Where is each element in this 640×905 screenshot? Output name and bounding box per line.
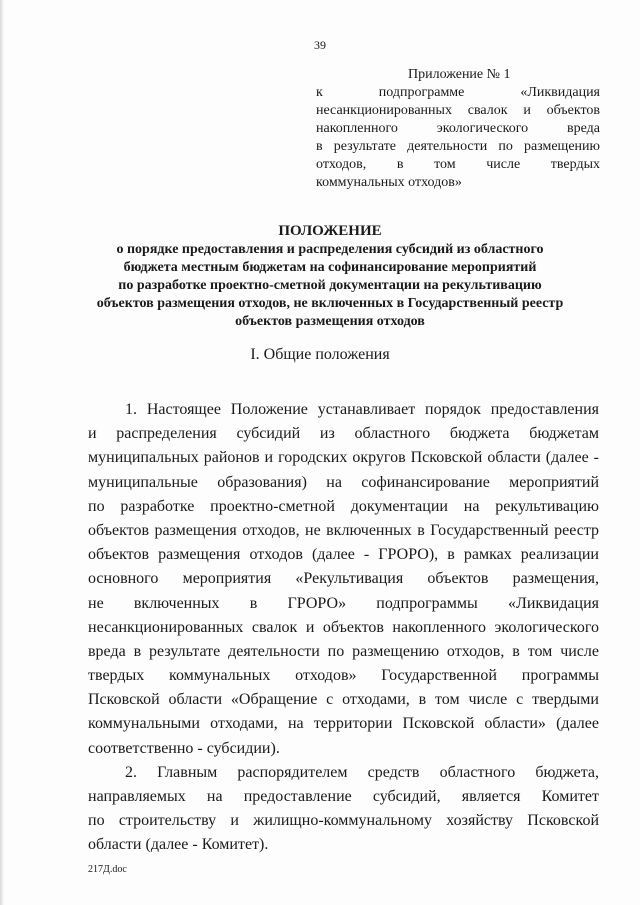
text-line: несанкционированных свалок и объектов накопленного экологического bbox=[88, 618, 599, 636]
document-title: ПОЛОЖЕНИЕ bbox=[278, 223, 382, 239]
text-line: области (далее - Комитет). bbox=[88, 836, 269, 854]
text-line: направляемых на предоставление субсидий, является Комитет bbox=[88, 788, 599, 805]
appendix-line: несанкционированных свалок и объектов bbox=[316, 103, 600, 118]
text-line: по строительству и жилищно-коммунальному хозяйству Псковской bbox=[88, 812, 599, 830]
text-line: 1. Настоящее Положение устанавливает порядок предоставления bbox=[125, 401, 599, 418]
text-line: Псковской области «Обращение с отходами, в том числе с твердыми bbox=[88, 691, 599, 709]
appendix-line: отходов, в том числе твердых bbox=[316, 157, 600, 172]
file-name-footer: 217Д.doc bbox=[88, 864, 127, 875]
scan-edge bbox=[0, 0, 4, 905]
text-line: 2. Главным распорядителем средств областного бюджета, bbox=[125, 763, 599, 781]
page-number: 39 bbox=[314, 38, 326, 52]
text-line: соответственно - субсидии). bbox=[88, 739, 280, 757]
heading-line: объектов размещения отходов, не включенных в Государственный реестр bbox=[96, 296, 564, 311]
appendix-title: Приложение № 1 bbox=[408, 67, 511, 82]
heading-line: о порядке предоставления и распределения субсидий из областного bbox=[116, 242, 544, 257]
text-line: по разработке проектно-сметной документации на рекультивацию bbox=[88, 497, 599, 515]
document-heading bbox=[60, 222, 600, 331]
text-line: твердых коммунальных отходов» Государственной программы bbox=[88, 667, 599, 685]
text-line: основного мероприятия «Рекультивация объектов размещения, bbox=[88, 570, 599, 588]
text-line: муниципальных районов и городских округов Псковской области (далее - bbox=[88, 449, 599, 467]
text-line: коммунальными отходами, на территории Псковской области» (далее bbox=[88, 715, 599, 733]
text-line: муниципальные образования) на софинансирование мероприятий bbox=[88, 473, 599, 491]
appendix-line: накопленного экологического вреда bbox=[316, 121, 600, 136]
appendix-line: к подпрограмме «Ликвидация bbox=[316, 85, 600, 100]
heading-line: по разработке проектно-сметной документации на рекультивацию bbox=[118, 278, 542, 293]
heading-line: объектов размещения отходов bbox=[235, 314, 425, 329]
section-title: I. Общие положения bbox=[250, 346, 390, 363]
text-line: вреда в результате деятельности по размещению отходов, в том числе bbox=[88, 642, 599, 660]
appendix-text bbox=[316, 84, 600, 192]
paragraph-1 bbox=[88, 398, 599, 761]
appendix-line: в результате деятельности по размещению bbox=[316, 139, 600, 154]
body-text bbox=[88, 398, 599, 858]
heading-line: бюджета местным бюджетам на софинансирование мероприятий bbox=[123, 260, 537, 275]
text-line: не включенных в ГРОРО» подпрограммы «Ликвидация bbox=[88, 594, 599, 612]
text-line: и распределения субсидий из областного бюджета бюджетам bbox=[88, 425, 599, 443]
appendix-line: коммунальных отходов» bbox=[316, 175, 462, 190]
text-line: объектов размещения отходов (далее - ГРОРО), в рамках реализации bbox=[88, 546, 599, 564]
paragraph-2 bbox=[88, 761, 599, 858]
text-line: объектов размещения отходов, не включенных в Государственный реестр bbox=[88, 521, 599, 539]
